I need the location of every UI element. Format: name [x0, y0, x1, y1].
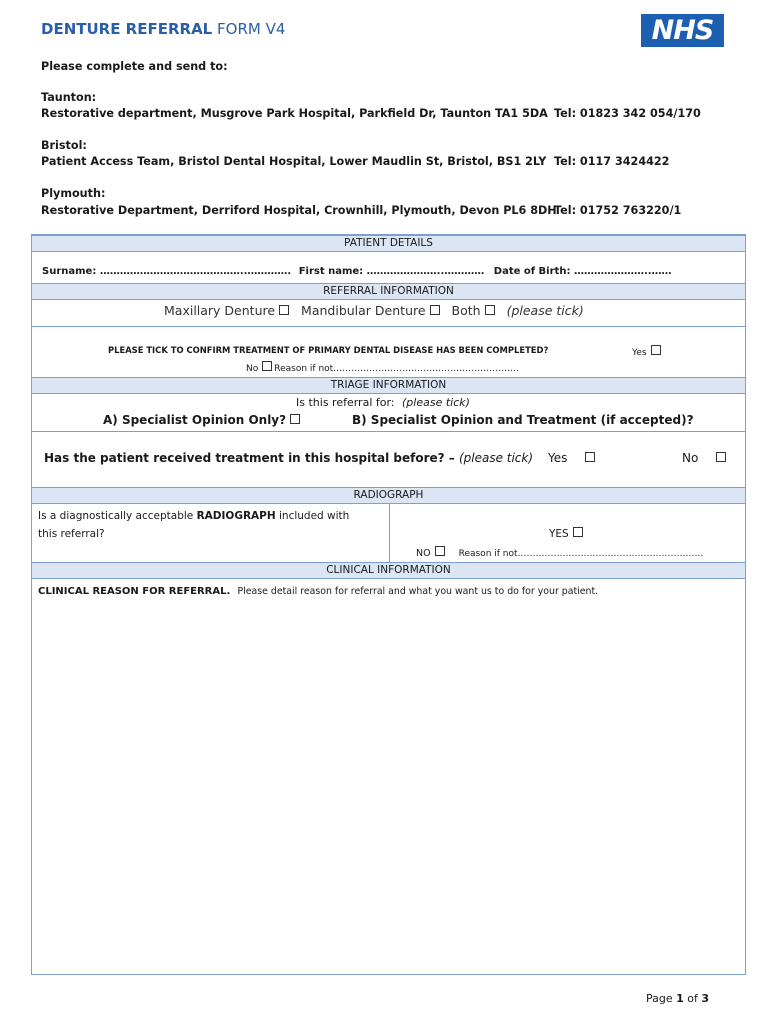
mandibular-checkbox[interactable]: [430, 305, 440, 315]
radiograph-no-row: [416, 546, 703, 559]
previous-treatment-question: Has the patient received treatment in this hospital before? –: [44, 451, 455, 465]
dob-field[interactable]: …………………..……: [573, 266, 672, 277]
page-number: [646, 992, 709, 1005]
radiograph-yes-checkbox[interactable]: [573, 527, 583, 537]
instruction: Please complete and send to:: [41, 60, 228, 73]
confirm-no-label: No: [246, 364, 259, 374]
denture-type-row: [164, 303, 584, 318]
radiograph-q-line2: this referral?: [38, 528, 105, 540]
firstname-field[interactable]: …………………..…………: [366, 266, 485, 277]
section-referral-info: REFERRAL INFORMATION: [32, 283, 745, 300]
radiograph-q-text: Is a diagnostically acceptable: [38, 510, 194, 522]
section-clinical: CLINICAL INFORMATION: [32, 562, 745, 579]
triage-question: [296, 396, 470, 409]
confirm-yes-checkbox[interactable]: [651, 345, 661, 355]
previous-yes-label: Yes: [548, 451, 568, 465]
location-address: Patient Access Team, Bristol Dental Hospital, Lower Maudlin St, Bristol, BS1 2LY: [41, 155, 547, 168]
previous-no-label: No: [682, 451, 699, 465]
divider: [32, 431, 745, 432]
confirm-question: PLEASE TICK TO CONFIRM TREATMENT OF PRIMARY DENTAL DISEASE HAS BEEN COMPLETED?: [108, 345, 549, 355]
section-patient-details: PATIENT DETAILS: [32, 235, 745, 252]
option-b-label: B) Specialist Opinion and Treatment (if accepted)?: [352, 413, 694, 427]
previous-treatment-row: [44, 451, 533, 465]
both-label: Both: [451, 303, 481, 318]
section-triage: TRIAGE INFORMATION: [32, 377, 745, 394]
previous-yes-checkbox[interactable]: [585, 452, 595, 462]
clinical-reason-area[interactable]: [32, 580, 745, 970]
confirm-no-checkbox[interactable]: [262, 361, 272, 371]
radiograph-yes-label: YES: [549, 528, 569, 540]
radiograph-q-text2: included with: [279, 510, 350, 522]
divider: [32, 326, 745, 327]
triage-tick-note: (please tick): [402, 396, 470, 409]
location-tel: Tel: 01823 342 054/170: [554, 107, 701, 120]
previous-tick-note: (please tick): [458, 451, 534, 465]
location-address: Restorative Department, Derriford Hospital, Crownhill, Plymouth, Devon PL6 8DH: [41, 204, 557, 217]
page-total: 3: [701, 992, 710, 1005]
clinical-reason-hint: Please detail reason for referral and what you want us to do for your patient.: [237, 586, 599, 597]
section-radiograph: RADIOGRAPH: [32, 487, 745, 504]
clinical-reason-label: CLINICAL REASON FOR REFERRAL.: [38, 586, 231, 597]
location-city: Bristol:: [41, 139, 87, 152]
patient-details-row: [42, 266, 672, 277]
title-bold: DENTURE REFERRAL: [41, 20, 213, 38]
form-title: [41, 20, 285, 38]
page-current: 1: [676, 992, 684, 1005]
location-tel: Tel: 0117 3424422: [554, 155, 670, 168]
please-tick-note: (please tick): [506, 303, 584, 318]
nhs-logo: NHS: [641, 14, 724, 47]
radiograph-q-bold: RADIOGRAPH: [196, 510, 276, 522]
location-tel: Tel: 01752 763220/1: [554, 204, 682, 217]
referral-form: [31, 234, 746, 975]
previous-no-checkbox[interactable]: [716, 452, 726, 462]
maxillary-checkbox[interactable]: [279, 305, 289, 315]
location-city: Taunton:: [41, 91, 97, 104]
radiograph-no-checkbox[interactable]: [435, 546, 445, 556]
previous-yes: [548, 451, 595, 465]
confirm-reason-field[interactable]: Reason if not……………………………………………………..: [274, 364, 519, 374]
confirm-no-row: [246, 361, 519, 374]
surname-field[interactable]: ……………………………………..………….: [99, 266, 292, 277]
page-prefix: Page: [646, 992, 673, 1005]
dob-label: Date of Birth:: [493, 266, 571, 277]
option-a-checkbox[interactable]: [290, 414, 300, 424]
radiograph-reason-field[interactable]: Reason if not……………………………………………………..: [458, 549, 704, 559]
confirm-yes: [632, 345, 661, 358]
option-a-label: A) Specialist Opinion Only?: [103, 413, 287, 427]
confirm-yes-label: Yes: [632, 348, 647, 358]
location-address: Restorative department, Musgrove Park Hospital, Parkfield Dr, Taunton TA1 5DA: [41, 107, 548, 120]
radiograph-question: [38, 507, 349, 543]
both-checkbox[interactable]: [485, 305, 495, 315]
mandibular-label: Mandibular Denture: [301, 303, 426, 318]
previous-no: [682, 451, 726, 465]
maxillary-label: Maxillary Denture: [164, 303, 276, 318]
page-of: of: [687, 992, 698, 1005]
surname-label: Surname:: [42, 266, 97, 277]
radiograph-no-label: NO: [416, 548, 431, 559]
radiograph-yes: [549, 527, 583, 540]
triage-question-text: Is this referral for:: [296, 396, 395, 409]
firstname-label: First name:: [298, 266, 364, 277]
location-city: Plymouth:: [41, 187, 106, 200]
option-a-row: [103, 413, 300, 427]
divider: [389, 504, 390, 562]
title-rest: FORM V4: [217, 20, 286, 38]
